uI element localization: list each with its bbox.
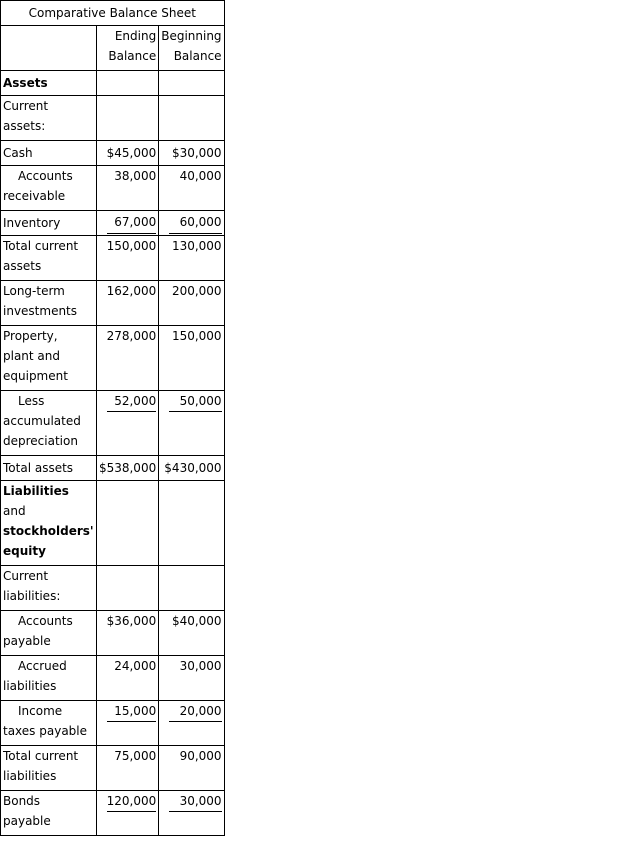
accum-dep-label-line2: accumulated: [3, 414, 81, 428]
current-liabilities-line2: liabilities:: [3, 589, 61, 603]
bonds-ending: 120,000: [107, 791, 157, 812]
inventory-label: Inventory: [1, 211, 97, 236]
empty-cell: [159, 481, 224, 566]
liabilities-heading: [1, 481, 97, 566]
accounts-receivable-label: [1, 166, 97, 211]
total-current-assets-row: [1, 236, 225, 281]
income-taxes-row: [1, 701, 225, 746]
long-term-investments-row: [1, 281, 225, 326]
empty-cell: [96, 71, 159, 96]
assets-heading: Assets: [1, 71, 97, 96]
ar-beginning: 40,000: [159, 166, 224, 211]
ap-ending: $36,000: [96, 611, 159, 656]
lti-label-line2: investments: [3, 304, 78, 318]
tca-beginning: 130,000: [159, 236, 224, 281]
current-assets-heading: [1, 96, 97, 141]
liabilities-heading-row: [1, 481, 225, 566]
lti-ending: 162,000: [96, 281, 159, 326]
bonds-beginning-cell: [159, 791, 224, 836]
cash-label: Cash: [1, 141, 97, 166]
beginning-header-line2: Balance: [173, 49, 222, 63]
ending-header-line1: Ending: [114, 29, 157, 43]
current-liabilities-heading: [1, 566, 97, 611]
balance-sheet-table: [0, 0, 225, 836]
accrued-beginning: 30,000: [159, 656, 224, 701]
accum-dep-label: [1, 391, 97, 456]
ppe-label-line3: equipment: [3, 369, 68, 383]
bonds-ending-cell: [96, 791, 159, 836]
empty-cell: [159, 96, 224, 141]
liabilities-heading-line2: and: [3, 504, 26, 518]
tcl-beginning: 90,000: [159, 746, 224, 791]
current-assets-line1: Current: [3, 99, 49, 113]
accum-dep-label-line3: depreciation: [3, 434, 78, 448]
income-tax-label-line1: Income: [18, 704, 63, 718]
inventory-ending: 67,000: [107, 211, 157, 234]
tca-label-line2: assets: [3, 259, 42, 273]
ending-balance-header: [96, 26, 159, 71]
ppe-ending: 278,000: [96, 326, 159, 391]
total-assets-label: Total assets: [1, 456, 97, 481]
current-assets-line2: assets:: [3, 119, 46, 133]
current-liabilities-line1: Current: [3, 569, 49, 583]
total-current-liabilities-row: [1, 746, 225, 791]
cash-row: [1, 141, 225, 166]
tcl-label-line2: liabilities: [3, 769, 57, 783]
current-assets-row: [1, 96, 225, 141]
total-assets-ending: $538,000: [96, 456, 159, 481]
accrued-label: [1, 656, 97, 701]
ap-label-line2: payable: [3, 634, 51, 648]
empty-cell: [159, 71, 224, 96]
accumulated-depreciation-row: [1, 391, 225, 456]
income-tax-beginning-cell: [159, 701, 224, 746]
accum-dep-ending-cell: [96, 391, 159, 456]
accum-dep-label-line1: Less: [18, 394, 45, 408]
ending-header-line2: Balance: [108, 49, 157, 63]
accrued-liabilities-row: [1, 656, 225, 701]
ar-ending: 38,000: [96, 166, 159, 211]
header-blank-cell: [1, 26, 97, 71]
income-tax-ending-cell: [96, 701, 159, 746]
ar-label-line1: Accounts: [18, 169, 73, 183]
empty-cell: [96, 96, 159, 141]
liabilities-heading-line4: equity: [3, 544, 46, 558]
accum-dep-ending: 52,000: [107, 391, 157, 412]
bonds-payable-row: [1, 791, 225, 836]
tcl-label: [1, 746, 97, 791]
total-assets-beginning: $430,000: [159, 456, 224, 481]
ar-label-line2: receivable: [3, 189, 66, 203]
bonds-beginning: 30,000: [169, 791, 221, 812]
inventory-beginning-cell: [159, 211, 224, 236]
bonds-label-line2: payable: [3, 814, 51, 828]
ap-label: [1, 611, 97, 656]
sheet-title: Comparative Balance Sheet: [1, 1, 225, 26]
cash-beginning: $30,000: [159, 141, 224, 166]
tcl-label-line1: Total current: [3, 749, 79, 763]
accrued-ending: 24,000: [96, 656, 159, 701]
ap-label-line1: Accounts: [18, 614, 73, 628]
ppe-label: [1, 326, 97, 391]
inventory-row: [1, 211, 225, 236]
inventory-beginning: 60,000: [169, 211, 221, 234]
tca-label-line1: Total current: [3, 239, 79, 253]
liabilities-heading-line3: stockholders': [3, 524, 94, 538]
income-tax-beginning: 20,000: [169, 701, 221, 722]
ppe-row: [1, 326, 225, 391]
income-tax-label-line2: taxes payable: [3, 724, 87, 738]
empty-cell: [96, 566, 159, 611]
accounts-payable-row: [1, 611, 225, 656]
beginning-header-line1: Beginning: [161, 29, 222, 43]
liabilities-heading-line1: Liabilities: [3, 484, 69, 498]
empty-cell: [159, 566, 224, 611]
beginning-balance-header: [159, 26, 224, 71]
tca-ending: 150,000: [96, 236, 159, 281]
income-tax-label: [1, 701, 97, 746]
accum-dep-beginning: 50,000: [169, 391, 221, 412]
current-liabilities-row: [1, 566, 225, 611]
title-row: [1, 1, 225, 26]
empty-cell: [96, 481, 159, 566]
accounts-receivable-row: [1, 166, 225, 211]
accrued-label-line1: Accrued: [18, 659, 67, 673]
cash-ending: $45,000: [96, 141, 159, 166]
total-current-assets-label: [1, 236, 97, 281]
tcl-ending: 75,000: [96, 746, 159, 791]
total-assets-row: [1, 456, 225, 481]
ppe-beginning: 150,000: [159, 326, 224, 391]
ap-beginning: $40,000: [159, 611, 224, 656]
ppe-label-line2: plant and: [3, 349, 61, 363]
income-tax-ending: 15,000: [107, 701, 157, 722]
lti-beginning: 200,000: [159, 281, 224, 326]
accum-dep-beginning-cell: [159, 391, 224, 456]
assets-heading-row: [1, 71, 225, 96]
bonds-label: [1, 791, 97, 836]
inventory-ending-cell: [96, 211, 159, 236]
accrued-label-line2: liabilities: [3, 679, 57, 693]
header-row: [1, 26, 225, 71]
lti-label-line1: Long-term: [3, 284, 65, 298]
ppe-label-line1: Property,: [3, 329, 58, 343]
lti-label: [1, 281, 97, 326]
bonds-label-line1: Bonds: [3, 794, 41, 808]
